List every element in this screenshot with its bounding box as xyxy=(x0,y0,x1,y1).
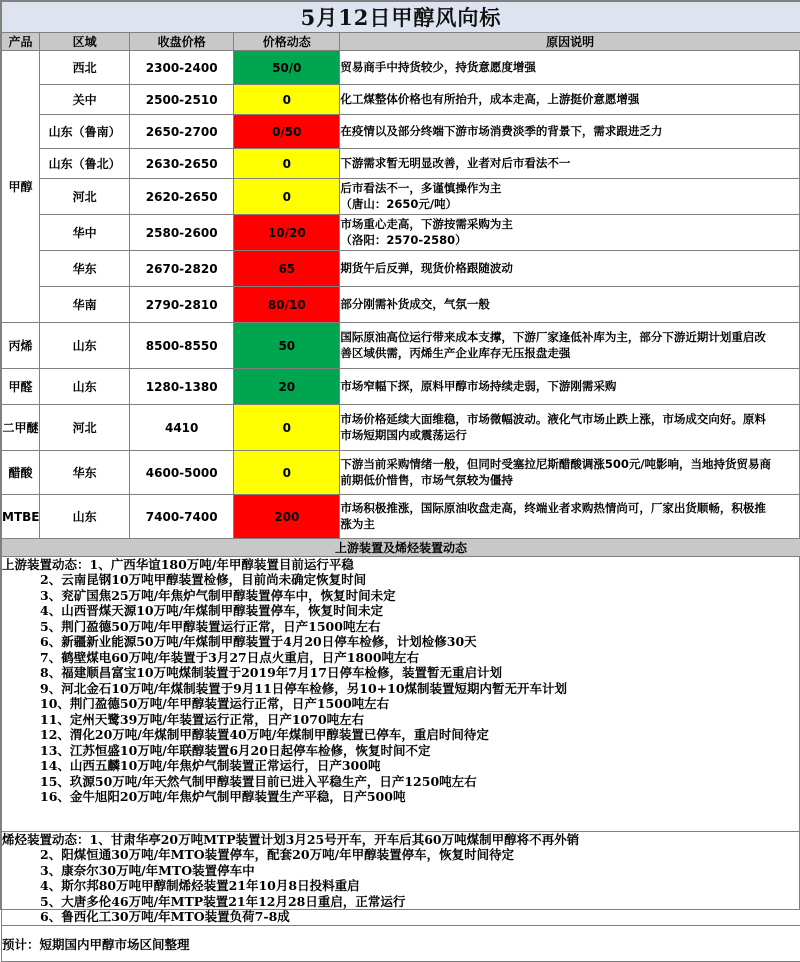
cell-reason xyxy=(340,323,800,369)
note-line: 5、大唐多伦46万吨/年MTP装置21年12月28日重启，正常运行 xyxy=(2,894,800,910)
cell-reason xyxy=(340,451,800,495)
cell-region: 关中 xyxy=(40,85,130,115)
cell-reason xyxy=(340,149,800,179)
cell-price-change: 80/10 xyxy=(234,287,340,323)
note-line: 8、福建顺昌富宝10万吨煤制装置于2019年7月17日停车检修，装置暂无重启计划 xyxy=(2,666,800,682)
title-row xyxy=(2,2,800,33)
note-line: 2、云南昆钢10万吨甲醇装置检修，目前尚未确定恢复时间 xyxy=(2,573,800,589)
note-line: 7、鹤壁煤电60万吨/年装置于3月27日点火重启，日产1800吨左右 xyxy=(2,650,800,666)
reason-line-1: 市场价格延续大面维稳，市场微幅波动。液化气市场止跌上涨，市场成交向好。原料 xyxy=(340,412,766,426)
cell-region: 华东 xyxy=(40,451,130,495)
reason-line-2: （洛阳：2570-2580） xyxy=(340,233,800,249)
note-line: 12、渭化20万吨/年煤制甲醇装置40万吨/年煤制甲醇装置已停车，重启时间待定 xyxy=(2,728,800,744)
cell-closing-price: 2580-2600 xyxy=(130,215,234,251)
cell-closing-price: 4410 xyxy=(130,405,234,451)
table-row xyxy=(2,115,800,149)
cell-reason xyxy=(340,251,800,287)
cell-reason xyxy=(340,179,800,215)
cell-reason xyxy=(340,85,800,115)
table-row xyxy=(2,287,800,323)
cell-price-change: 0 xyxy=(234,85,340,115)
table-row xyxy=(2,251,800,287)
cell-region: 山东（鲁南） xyxy=(40,115,130,149)
table-row xyxy=(2,85,800,115)
column-header-region: 区域 xyxy=(40,33,130,51)
table-row xyxy=(2,323,800,369)
note-line: 15、玖源50万吨/年天然气制甲醇装置目前已进入平稳生产，日产1250吨左右 xyxy=(2,774,800,790)
cell-closing-price: 2500-2510 xyxy=(130,85,234,115)
note-line: 11、定州天鹭39万吨/年装置运行正常，日产1070吨左右 xyxy=(2,712,800,728)
note-line: 10、荆门盈德50万吨/年甲醇装置运行正常，日产1500吨左右 xyxy=(2,697,800,713)
cell-reason xyxy=(340,115,800,149)
note-line: 5、荆门盈德50万吨/年甲醇装置运行正常，日产1500吨左右 xyxy=(2,619,800,635)
cell-region: 山东 xyxy=(40,323,130,369)
cell-reason xyxy=(340,405,800,451)
cell-closing-price: 8500-8550 xyxy=(130,323,234,369)
header-row xyxy=(2,33,800,51)
cell-product: 丙烯 xyxy=(2,323,40,369)
notes-spacer xyxy=(2,805,800,831)
cell-closing-price: 2790-2810 xyxy=(130,287,234,323)
reason-line-2: 市场短期国内或震荡运行 xyxy=(340,428,800,444)
reason-line-1: 在疫情以及部分终端下游市场消费淡季的背景下，需求跟进乏力 xyxy=(340,124,662,138)
reason-line-1: 部分刚需补货成交，气氛一般 xyxy=(340,297,490,311)
cell-product: 甲醛 xyxy=(2,369,40,405)
reason-line-1: 下游需求暂无明显改善，业者对后市看法不一 xyxy=(340,156,570,170)
reason-line-1: 市场积极推涨，国际原油收盘走高，终端业者求购热情尚可，厂家出货顺畅，积极推 xyxy=(340,501,766,515)
cell-region: 河北 xyxy=(40,179,130,215)
cell-reason xyxy=(340,369,800,405)
cell-region: 华东 xyxy=(40,251,130,287)
column-header-product: 产品 xyxy=(2,33,40,51)
note-line: 3、康奈尔30万吨/年MTO装置停车中 xyxy=(2,863,800,879)
cell-closing-price: 2300-2400 xyxy=(130,51,234,85)
cell-closing-price: 2620-2650 xyxy=(130,179,234,215)
reason-line-1: 化工煤整体价格也有所抬升，成本走高，上游挺价意愿增强 xyxy=(340,92,639,106)
note-line: 上游装置动态：1、广西华谊180万吨/年甲醇装置目前运行平稳 xyxy=(2,557,800,573)
cell-price-change: 65 xyxy=(234,251,340,287)
note-line: 2、阳煤恒通30万吨/年MTO装置停车，配套20万吨/年甲醇装置停车，恢复时间待定 xyxy=(2,848,800,864)
reason-line-2: 涨为主 xyxy=(340,517,800,533)
cell-closing-price: 4600-5000 xyxy=(130,451,234,495)
cell-price-change: 10/20 xyxy=(234,215,340,251)
cell-closing-price: 1280-1380 xyxy=(130,369,234,405)
note-line: 14、山西五麟10万吨/年焦炉气制装置正常运行，日产300吨 xyxy=(2,759,800,775)
table-row xyxy=(2,369,800,405)
note-line: 16、金牛旭阳20万吨/年焦炉气制甲醇装置生产平稳，日产500吨 xyxy=(2,790,800,806)
note-line: 烯烃装置动态：1、甘肃华亭20万吨MTP装置计划3月25号开车，开车后其60万吨煤制甲醇将不再外销 xyxy=(2,832,800,848)
note-line: 4、斯尔邦80万吨甲醇制烯烃装置21年10月8日投料重启 xyxy=(2,879,800,895)
cell-price-change: 0/50 xyxy=(234,115,340,149)
table-row xyxy=(2,179,800,215)
note-line: 6、新疆新业能源50万吨/年煤制甲醇装置于4月20日停车检修，计划检修30天 xyxy=(2,635,800,651)
olefin-notes-row xyxy=(2,832,800,926)
reason-line-1: 市场窄幅下探，原料甲醇市场持续走弱，下游刚需采购 xyxy=(340,379,616,393)
reason-line-1: 市场重心走高，下游按需采购为主 xyxy=(340,217,513,231)
table-row xyxy=(2,149,800,179)
column-header-price-change: 价格动态 xyxy=(234,33,340,51)
table-row xyxy=(2,215,800,251)
column-header-closing-price: 收盘价格 xyxy=(130,33,234,51)
cell-region: 华南 xyxy=(40,287,130,323)
note-line: 6、鲁西化工30万吨/年MTO装置负荷7-8成 xyxy=(2,910,800,926)
cell-price-change: 0 xyxy=(234,405,340,451)
cell-region: 山东 xyxy=(40,495,130,539)
cell-closing-price: 2650-2700 xyxy=(130,115,234,149)
reason-line-1: 后市看法不一，多谨慎操作为主 xyxy=(340,181,501,195)
cell-closing-price: 7400-7400 xyxy=(130,495,234,539)
cell-region: 山东（鲁北） xyxy=(40,149,130,179)
cell-price-change: 50 xyxy=(234,323,340,369)
report-table xyxy=(1,1,800,962)
cell-closing-price: 2630-2650 xyxy=(130,149,234,179)
table-row xyxy=(2,51,800,85)
forecast-row xyxy=(2,926,800,962)
cell-product: 醋酸 xyxy=(2,451,40,495)
reason-line-1: 国际原油高位运行带来成本支撑，下游厂家逢低补库为主，部分下游近期计划重启改 xyxy=(340,330,766,344)
reason-line-2: 前期低价惜售，市场气氛较为僵持 xyxy=(340,473,800,489)
cell-price-change: 0 xyxy=(234,179,340,215)
upstream-notes-row xyxy=(2,557,800,832)
reason-line-2: 善区域供需，丙烯生产企业库存无压报盘走强 xyxy=(340,346,800,362)
cell-region: 华中 xyxy=(40,215,130,251)
cell-reason xyxy=(340,495,800,539)
table-row xyxy=(2,451,800,495)
page-title: 5月12日甲醇风向标 xyxy=(2,2,800,33)
cell-price-change: 50/0 xyxy=(234,51,340,85)
reason-line-1: 贸易商手中持货较少，持货意愿度增强 xyxy=(340,60,536,74)
note-line: 13、江苏恒盛10万吨/年联醇装置6月20日起停车检修，恢复时间不定 xyxy=(2,743,800,759)
reason-line-1: 下游当前采购情绪一般，但同时受塞拉尼斯醋酸调涨500元/吨影响，当地持货贸易商 xyxy=(340,457,771,471)
cell-product: 二甲醚 xyxy=(2,405,40,451)
note-line: 3、兖矿国焦25万吨/年焦炉气制甲醇装置停车中，恢复时间未定 xyxy=(2,588,800,604)
cell-region: 西北 xyxy=(40,51,130,85)
column-header-reason: 原因说明 xyxy=(340,33,800,51)
note-line: 9、河北金石10万吨/年煤制装置于9月11日停车检修，另10+10煤制装置短期内暂无开车计划 xyxy=(2,681,800,697)
cell-reason xyxy=(340,287,800,323)
table-row xyxy=(2,405,800,451)
section-band-label: 上游装置及烯烃装置动态 xyxy=(2,539,800,557)
table-row xyxy=(2,495,800,539)
cell-region: 山东 xyxy=(40,369,130,405)
cell-region: 河北 xyxy=(40,405,130,451)
cell-closing-price: 2670-2820 xyxy=(130,251,234,287)
forecast-text: 预计：短期国内甲醇市场区间整理 xyxy=(2,926,800,962)
cell-price-change: 0 xyxy=(234,149,340,179)
cell-reason xyxy=(340,51,800,85)
cell-product: MTBE xyxy=(2,495,40,539)
reason-line-2: （唐山：2650元/吨） xyxy=(340,197,800,213)
cell-reason xyxy=(340,215,800,251)
olefin-device-notes xyxy=(2,832,800,926)
cell-price-change: 200 xyxy=(234,495,340,539)
note-line: 4、山西晋煤天源10万吨/年煤制甲醇装置停车，恢复时间未定 xyxy=(2,604,800,620)
reason-line-1: 期货午后反弹，现货价格跟随波动 xyxy=(340,261,513,275)
cell-price-change: 0 xyxy=(234,451,340,495)
cell-price-change: 20 xyxy=(234,369,340,405)
cell-product: 甲醇 xyxy=(2,51,40,323)
section-band-row xyxy=(2,539,800,557)
upstream-device-notes xyxy=(2,557,800,832)
